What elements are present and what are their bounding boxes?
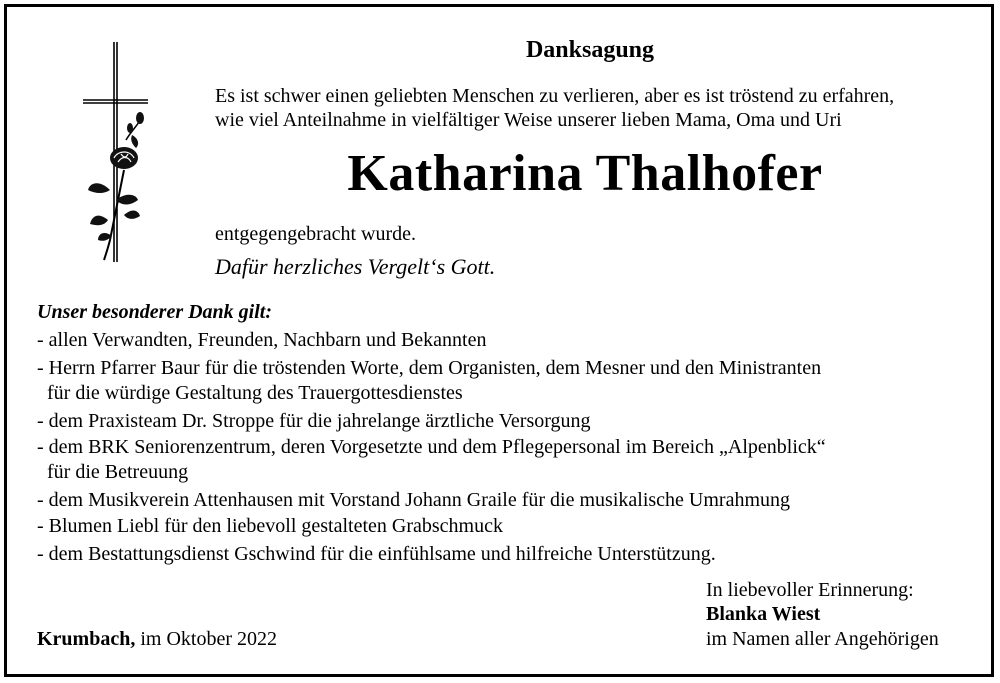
vergelts-gott: Dafür herzliches Vergelt‘s Gott. — [215, 254, 496, 279]
intro-line-2: wie viel Anteilnahme in vielfältiger Weise unserer lieben Mama, Oma und Uri — [215, 109, 842, 131]
thanks-line: - Herrn Pfarrer Baur für die tröstenden Worte, dem Organisten, dem Mesner und den Ministranten — [37, 357, 822, 379]
title-danksagung: Danksagung — [525, 37, 655, 63]
place: Krumbach, — [37, 628, 136, 650]
thanks-line: - allen Verwandten, Freunden, Nachbarn und Bekannten — [37, 329, 487, 351]
thanks-line: - dem Bestattungsdienst Gschwind für die einfühlsame und hilfreiche Unterstützung. — [37, 543, 716, 565]
thanks-line: - dem Praxisteam Dr. Stroppe für die jahrelange ärztliche Versorgung — [37, 410, 591, 432]
thanks-heading: Unser besonderer Dank gilt: — [37, 301, 273, 323]
cross-with-rose-icon — [80, 40, 160, 265]
thanks-line: - dem BRK Seniorenzentrum, deren Vorgesetzte und dem Pflegepersonal im Bereich „Alpenblick“ — [37, 436, 826, 458]
thanks-line: für die würdige Gestaltung des Trauergottesdienstes — [37, 382, 463, 404]
place-date — [37, 629, 277, 649]
intro-end: entgegengebracht wurde. — [215, 223, 417, 245]
date: im Oktober 2022 — [140, 628, 277, 650]
intro-line-1: Es ist schwer einen geliebten Menschen zu verlieren, aber es ist tröstend zu erfahren, — [215, 85, 895, 107]
closing-line-1: In liebevoller Erinnerung: — [706, 579, 914, 601]
thanks-line: - dem Musikverein Attenhausen mit Vorstand Johann Graile für die musikalische Umrahmung — [37, 489, 791, 511]
thanks-line: - Blumen Liebl für den liebevoll gestalteten Grabschmuck — [37, 515, 503, 537]
closing-line-3: im Namen aller Angehörigen — [706, 628, 939, 650]
deceased-name: Katharina Thalhofer — [347, 145, 823, 202]
signer-name: Blanka Wiest — [706, 603, 821, 625]
thanks-line: für die Betreuung — [37, 461, 189, 483]
